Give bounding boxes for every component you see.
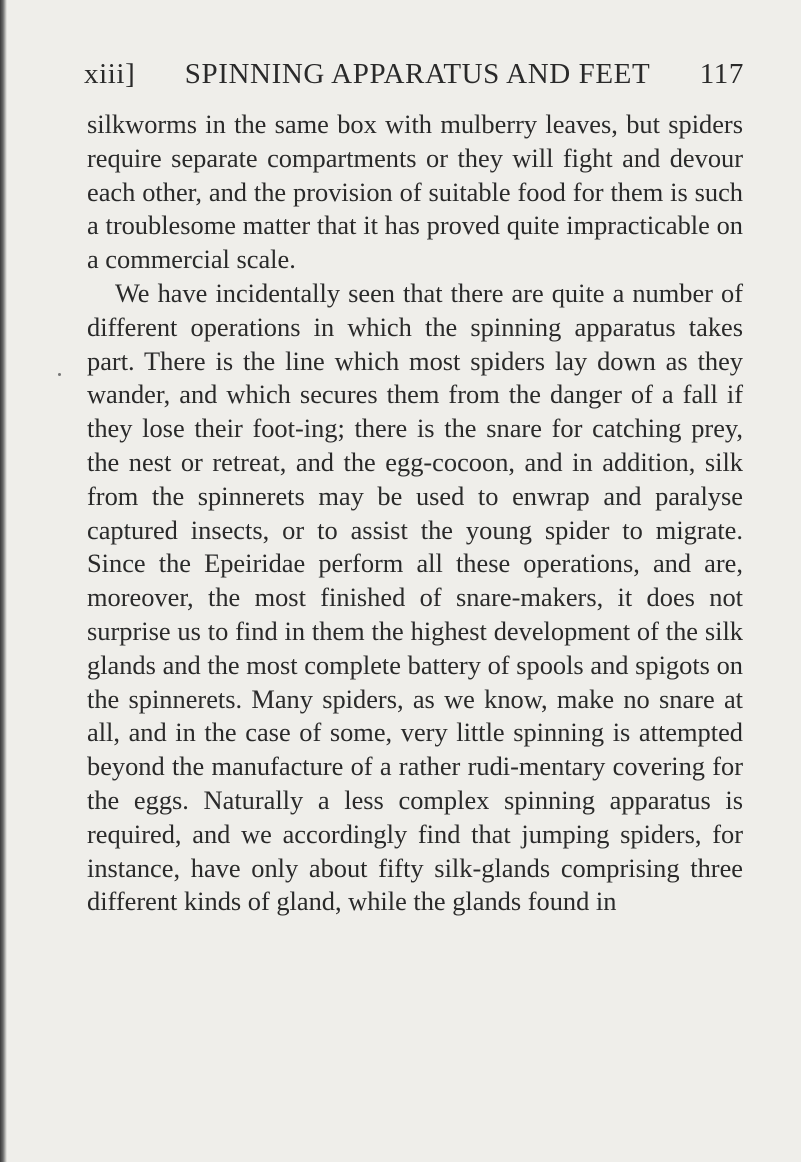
- page-number: 117: [699, 58, 744, 90]
- running-title: SPINNING APPARATUS AND FEET: [184, 58, 651, 90]
- binding-gutter-shadow: [0, 0, 7, 1162]
- chapter-number: xiii]: [84, 58, 136, 90]
- running-head: [84, 58, 744, 98]
- body-text: [87, 108, 743, 919]
- paper-speck: [58, 373, 61, 376]
- paragraph-continued: silkworms in the same box with mulberry leaves, but spiders require separate compartments or they will fight and devour each other, and the provision of suitable food for them is such a troublesome matter that it has proved quite impracticable on a commercial scale.: [87, 109, 743, 275]
- paragraph: We have incidentally seen that there are quite a number of different operations in which the spinning apparatus takes part. There is the line which most spiders lay down as they wander, and which secures them from the danger of a fall if they lose their foot-ing; there is the snare for catching prey, the nest or retreat, and the egg-cocoon, and in addition, silk from the spinnerets may be used to enwrap and paralyse captured insects, or to assist the young spider to migrate. Since the Epeiridae perform all these operations, and are, moreover, the most finished of snare-makers, it does not surprise us to find in them the highest development of the silk glands and the most complete battery of spools and spigots on the spinnerets. Many spiders, as we know, make no snare at all, and in the case of some, very little spinning is attempted beyond the manufacture of a rather rudi-mentary covering for the eggs. Naturally a less complex spinning apparatus is required, and we accordingly find that jumping spiders, for instance, have only about fifty silk-glands comprising three different kinds of gland, while the glands found in: [87, 277, 743, 917]
